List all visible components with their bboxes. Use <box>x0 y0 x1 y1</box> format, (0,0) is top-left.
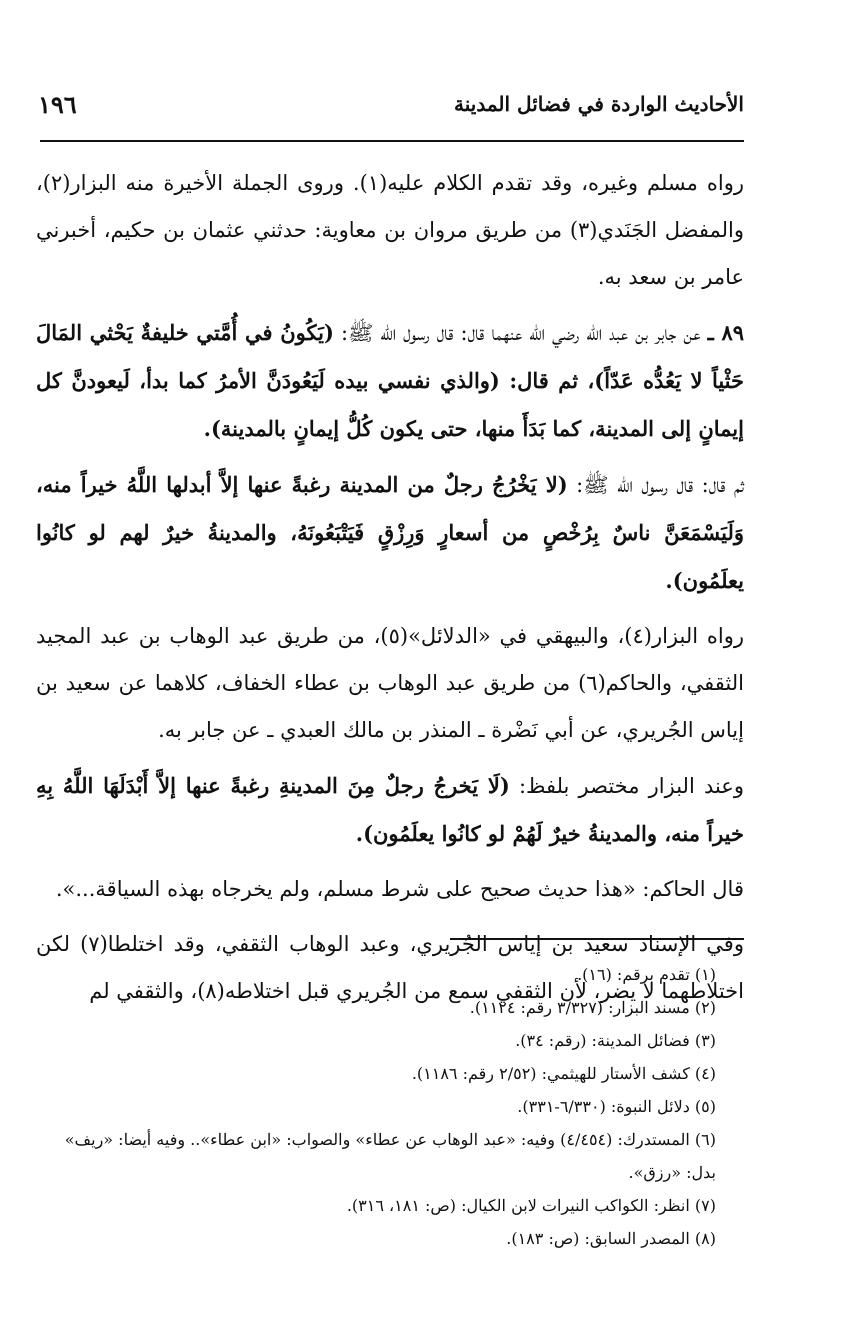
paragraph-5 <box>36 762 744 858</box>
footnote-5: (٥) دلائل النبوة: (٦/٣٣٠-٣٣١). <box>517 1097 716 1116</box>
paragraph-hadith-89 <box>36 309 744 453</box>
page-header <box>38 92 744 126</box>
footnote-6: (٦) المستدرك: (٤/٤٥٤) وفيه: «عبد الوهاب عن عطاء» والصواب: «ابن عطاء».. وفيه أيضا: «ريف» بدل: «رزق». <box>64 1130 716 1182</box>
hadith-intro-2: ثم قال: قال رسول الله ﷺ: <box>576 473 744 497</box>
paragraph-6: قال الحاكم: «هذا حديث صحيح على شرط مسلم، ولم يخرجاه بهذه السياقة...». <box>55 877 744 901</box>
main-text <box>36 160 744 1023</box>
footnote-rule <box>450 938 744 940</box>
paragraph-1: رواه مسلم وغيره، وقد تقدم الكلام عليه(١). وروى الجملة الأخيرة منه البزار(٢)، والمفضل الجَنَدي(٣) من طريق مروان بن معاوية: حدثني عثمان بن حكيم، أخبرني عامر بن سعد به. <box>36 171 744 289</box>
bazzar-hadith: (لَا يَخرجُ رجلٌ مِنَ المدينةِ رغبةً عنها إلاَّ أَبْدَلَهَا اللَّهُ بِهِ خيراً منه، والمدينةُ خيرٌ لَهُمْ لو كانُوا يعلَمُون). <box>36 773 744 846</box>
hadith-number: ٨٩ ـ <box>707 320 744 345</box>
hadith-text: (يَكُونُ في أُمَّتي خليفةٌ يَحْثي المَالَ حَثْياً لا يَعُدُّه عَدّاً)، ثم قال: (والذي نفسي بيده لَيَعُودَنَّ الأمرُ كما بدأ، لَيعودنَّ كل إيمانٍ إلى المدينة، كما بَدَأَ منها، حتى يكون كُلُّ إيمانٍ بالمدينة). <box>36 320 744 441</box>
footnote-3: (٣) فضائل المدينة: (رقم: ٣٤). <box>515 1031 716 1050</box>
footnote-1: (١) تقدم برقم: (١٦). <box>577 965 716 984</box>
paragraph-4: رواه البزار(٤)، والبيهقي في «الدلائل»(٥)، من طريق عبد الوهاب بن عبد المجيد الثقفي، والحاكم(٦) من طريق عبد الوهاب بن عطاء الخفاف، كلاهما عن سعيد بن إياس الجُريري، عن أبي نَضْرة ـ المنذر بن مالك العبدي ـ عن جابر به. <box>36 624 744 742</box>
hadith-text-2: (لا يَخْرُجُ رجلٌ من المدينة رغبةً عنها إلاَّ أبدلها اللَّهُ خيراً منه، وَلَيَسْمَعَنَّ ناسٌ بِرُخْصٍ من أسعارٍ وَرِزْقٍ فَيَتْبَعُونَهُ، والمدينةُ خيرٌ لهم لو كانُوا يعلَمُون). <box>36 472 744 593</box>
footnote-4: (٤) كشف الأستار للهيثمي: (٢/٥٢ رقم: ١١٨٦). <box>411 1064 716 1083</box>
footnotes <box>36 958 744 1255</box>
paragraph-7: وفي الإسناد سعيد بن إياس الجُريري، وعبد الوهاب الثقفي، وقد اختلطا(٧) لكن اختلاطهما لا يضر، لأن الثقفي سمع من الجُريري قبل اختلاطه(٨)، والثقفي لم <box>36 932 744 1003</box>
footnote-8: (٨) المصدر السابق: (ص: ١٨٣). <box>506 1229 716 1248</box>
footnote-7: (٧) انظر: الكواكب النيرات لابن الكيال: (ص: ١٨١، ٣١٦). <box>346 1196 716 1215</box>
running-title: الأحاديث الواردة في فضائل المدينة <box>454 92 744 116</box>
hadith-intro: عن جابر بن عبد الله رضي الله عنهما قال: قال رسول الله ﷺ: <box>340 321 701 345</box>
footnote-2: (٢) مسند البزار: (٣/٣٢٧ رقم: ١١٢٤). <box>469 998 716 1017</box>
paragraph-3 <box>36 461 744 605</box>
page-number: ١٩٦ <box>38 90 77 119</box>
bazzar-intro: وعند البزار مختصر بلفظ: <box>518 774 744 798</box>
header-rule <box>40 140 744 142</box>
